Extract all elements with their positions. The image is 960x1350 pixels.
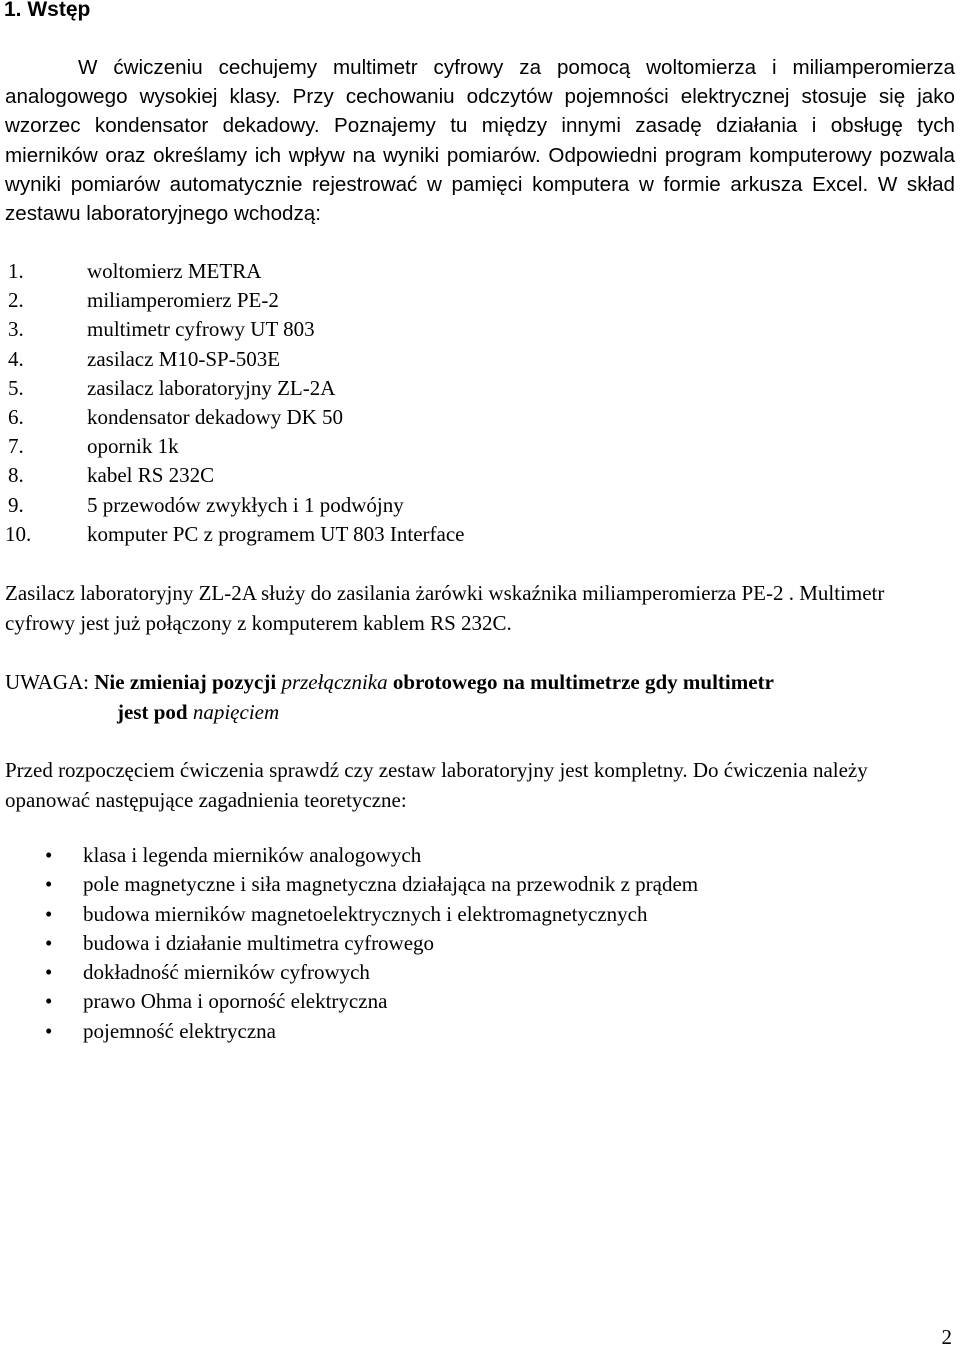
warning-text: Nie zmieniaj pozycji: [89, 670, 282, 694]
topic-text: dokładność mierników cyfrowych: [83, 960, 370, 985]
warning-notice: [5, 667, 953, 727]
item-number: 10.: [5, 521, 32, 546]
warning-label: UWAGA:: [5, 670, 89, 694]
item-text: zasilacz M10-SP-503E: [87, 346, 281, 371]
topics-list: [5, 841, 698, 1046]
item-number: 9.: [8, 492, 24, 517]
item-text: miliamperomierz PE-2: [87, 288, 279, 313]
list-item: [5, 520, 465, 549]
bullet-icon: •: [45, 843, 53, 867]
topic-text: pole magnetyczne i siła magnetyczna działająca na przewodnik z prądem: [83, 872, 699, 897]
item-number: 1.: [8, 259, 24, 283]
topic-text: klasa i legenda mierników analogowych: [83, 843, 422, 867]
bullet-icon: •: [45, 1018, 53, 1043]
topic-text: budowa mierników magnetoelektrycznych i elektromagnetycznych: [83, 901, 648, 926]
warning-emphasis: przełącznika: [281, 670, 388, 694]
item-number: 8.: [8, 463, 24, 488]
list-item: [5, 929, 698, 958]
warning-text: obrotowego na multimetrze gdy multimetr: [387, 670, 774, 694]
warning-line-2: [5, 697, 953, 727]
item-text: opornik 1k: [87, 434, 179, 459]
item-text: kabel RS 232C: [87, 463, 215, 488]
list-item: [5, 841, 698, 870]
list-item: [5, 987, 698, 1016]
topic-text: budowa i działanie multimetra cyfrowego: [83, 930, 435, 955]
bullet-icon: •: [45, 989, 53, 1014]
bullet-icon: •: [45, 930, 53, 955]
list-item: [5, 491, 465, 520]
item-number: 2.: [8, 288, 24, 313]
topic-text: pojemność elektryczna: [83, 1018, 276, 1043]
item-text: 5 przewodów zwykłych i 1 podwójny: [87, 492, 404, 517]
item-number: 4.: [8, 346, 24, 371]
list-item: [5, 461, 465, 490]
item-text: komputer PC z programem UT 803 Interface: [87, 521, 465, 546]
section-heading: 1. Wstęp: [4, 0, 91, 21]
warning-emphasis: napięciem: [192, 700, 280, 724]
list-item: [5, 900, 698, 929]
item-number: 7.: [8, 434, 24, 459]
bullet-icon: •: [45, 901, 53, 926]
item-text: zasilacz laboratoryjny ZL-2A: [87, 375, 336, 400]
item-text: woltomierz METRA: [87, 259, 262, 283]
list-item: [5, 403, 465, 432]
intro-paragraph: W ćwiczeniu cechujemy multimetr cyfrowy za pomocą woltomierza i miliamperomierza analogowego wysokiej klasy. Przy cechowaniu odczytów pojemności elektrycznej stosuje się jako wzorzec kondensator dekadowy. Poznajemy tu między innymi zasadę działania i obsługę tych mierników oraz określamy ich wpływ na wyniki pomiarów. Odpowiedni program komputerowy pozwala wyniki pomiarów automatycznie rejestrować w pamięci komputera w formie arkusza Excel. W skład zestawu laboratoryjnego wchodzą:: [5, 56, 955, 226]
list-item: [5, 958, 698, 987]
list-item: [5, 345, 465, 374]
item-text: multimetr cyfrowy UT 803: [87, 317, 315, 342]
list-item: [5, 315, 465, 344]
list-item: [5, 870, 698, 899]
item-number: 5.: [8, 375, 24, 400]
bullet-icon: •: [45, 872, 53, 897]
list-item: [5, 286, 465, 315]
equipment-list: [5, 257, 465, 549]
list-item: [5, 257, 465, 286]
list-item: [5, 374, 465, 403]
item-number: 3.: [8, 317, 24, 342]
bullet-icon: •: [45, 960, 53, 985]
item-number: 6.: [8, 405, 24, 430]
preparation-paragraph: Przed rozpoczęciem ćwiczenia sprawdź czy zestaw laboratoryjny jest kompletny. Do ćwiczenia należy opanować następujące zagadnienia teoretyczne:: [5, 758, 868, 812]
warning-text: jest pod: [117, 700, 193, 724]
page-number: 2: [941, 1325, 952, 1349]
item-text: kondensator dekadowy DK 50: [87, 405, 344, 430]
list-item: [5, 432, 465, 461]
topic-text: prawo Ohma i oporność elektryczna: [83, 989, 388, 1014]
list-item: [5, 1017, 698, 1046]
power-supply-paragraph: Zasilacz laboratoryjny ZL-2A służy do zasilania żarówki wskaźnika miliamperomierza PE-2 . Multimetr cyfrowy jest już połączony z komputerem kablem RS 232C.: [5, 581, 885, 635]
